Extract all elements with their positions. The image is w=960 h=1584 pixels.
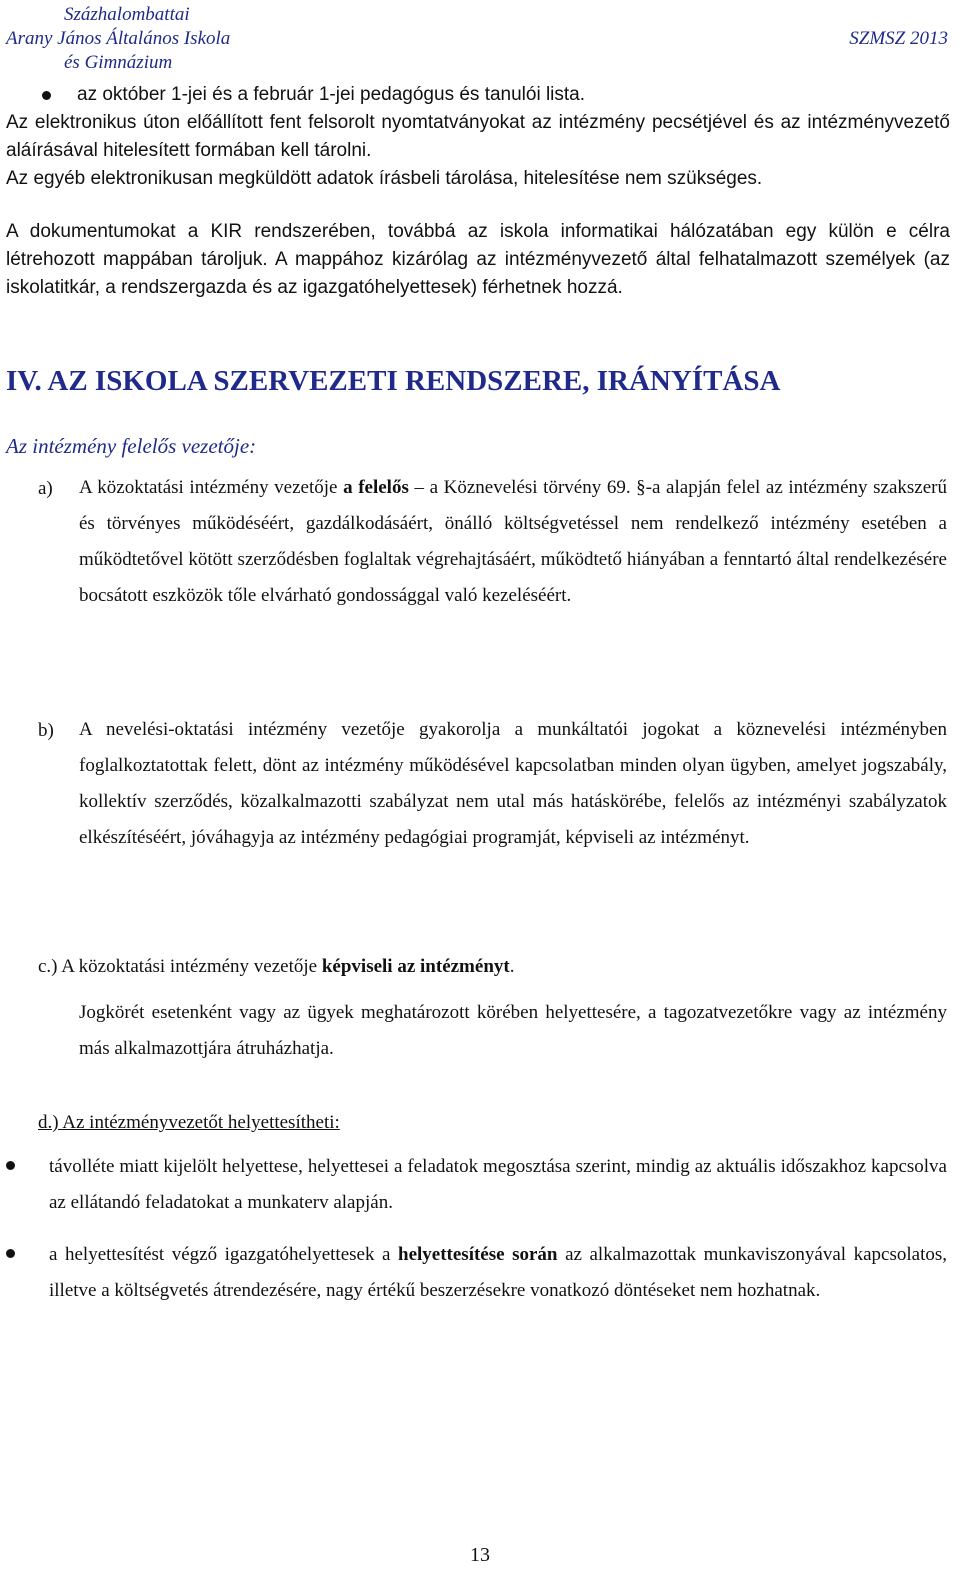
header-document-code: SZMSZ 2013 <box>849 28 948 49</box>
item-b-label: b) <box>38 720 54 741</box>
item-c-bold: képviseli az intézményt <box>321 956 510 977</box>
intro-paragraph-2: Az egyéb elektronikusan megküldött adatok írásbeli tárolása, hitelesítése nem szükséges. <box>6 168 763 189</box>
item-d-bullet-2-post: az alkalmazottak munkaviszonyával kapcsolatos, illetve a költségvetés átrendezésére, nagy értékű beszerzésekre vonatkozó döntéseket nem hozhatnak. <box>49 1244 947 1301</box>
item-d-bullet-1: távolléte miatt kijelölt helyettese, helyettesei a feladatok megosztása szerint, mindig az aktuális időszakhoz kapcsolva az ellátandó feladatokat a munkaterv alapján. <box>49 1156 947 1213</box>
item-d-heading-text: d.) Az intézményvezetőt helyettesítheti: <box>38 1112 340 1133</box>
page-number: 13 <box>470 1544 490 1566</box>
item-c-label: c.) <box>38 956 58 977</box>
item-d-heading <box>38 1105 947 1141</box>
item-a-bold: a felelős <box>343 477 409 498</box>
item-c-text-pre: A közoktatási intézmény vezetője <box>57 956 322 977</box>
bullet-icon <box>42 91 51 100</box>
item-c-line <box>38 949 947 985</box>
page-header <box>0 0 960 76</box>
item-d-bullet-2 <box>49 1237 947 1309</box>
bullet-icon <box>6 1249 15 1258</box>
bullet-icon <box>6 1161 15 1170</box>
intro-bullet-item: az október 1-jei és a február 1-jei pedagógus és tanulói lista. <box>77 84 586 105</box>
header-school-line2: Arany János Általános Iskola <box>6 28 231 49</box>
item-a-text-pre: A közoktatási intézmény vezetője <box>79 477 344 498</box>
section-title: IV. AZ ISKOLA SZERVEZETI RENDSZERE, IRÁNYÍTÁSA <box>6 365 781 397</box>
header-school-line1: Százhalombattai <box>64 4 190 25</box>
item-a-label: a) <box>38 478 53 499</box>
item-a-text-post: – a Köznevelési törvény 69. §-a alapján felel az intézmény szakszerű és törvényes működéséért, gazdálkodásáért, önálló költségvetéssel nem rendelkező intézmény esetében a működtetővel kötött szerződésben foglaltak végrehajtásáért, működtető hiányában a fenntartó által rendelkezésére bocsátott eszközök tőle elvárható gondossággal való kezeléséért. <box>79 477 947 606</box>
item-a-text <box>79 470 947 614</box>
item-b-text: A nevelési-oktatási intézmény vezetője gyakorolja a munkáltatói jogokat a köznevelési intézményben foglalkoztatottak felett, dönt az intézmény működésével kapcsolatban minden olyan ügyben, amelyet jogszabály, kollektív szerződés, közalkalmazotti szabályzat nem utal más hatáskörébe, felelős az intézményi szabályzatok elkészítéséért, jóváhagyja az intézmény pedagógiai programját, képviseli az intézményt. <box>79 719 947 848</box>
section-subtitle: Az intézmény felelős vezetője: <box>6 434 257 458</box>
header-school-line3: és Gimnázium <box>64 52 173 73</box>
item-d-bullet-2-bold: helyettesítése során <box>398 1244 558 1265</box>
intro-paragraph-1: Az elektronikus úton előállított fent felsorolt nyomtatványokat az intézmény pecsétjével és az intézményvezető aláírásával hitelesített formában kell tárolni. <box>6 112 950 161</box>
item-c-text-post: . <box>509 956 515 977</box>
item-c-text-2: Jogkörét esetenként vagy az ügyek meghatározott körében helyettesére, a tagozatvezetőkre vagy az intézmény más alkalmazottjára átruházhatja. <box>79 1002 947 1059</box>
intro-paragraph-3: A dokumentumokat a KIR rendszerében, továbbá az iskola informatikai hálózatában egy külön e célra létrehozott mappában tároljuk. A mappához kizárólag az intézményvezető által felhatalmazott személyek (az iskolatitkár, a rendszergazda és az igazgatóhelyettesek) férhetnek hozzá. <box>6 221 950 298</box>
item-d-bullet-2-pre: a helyettesítést végző igazgatóhelyettesek a <box>49 1244 398 1265</box>
